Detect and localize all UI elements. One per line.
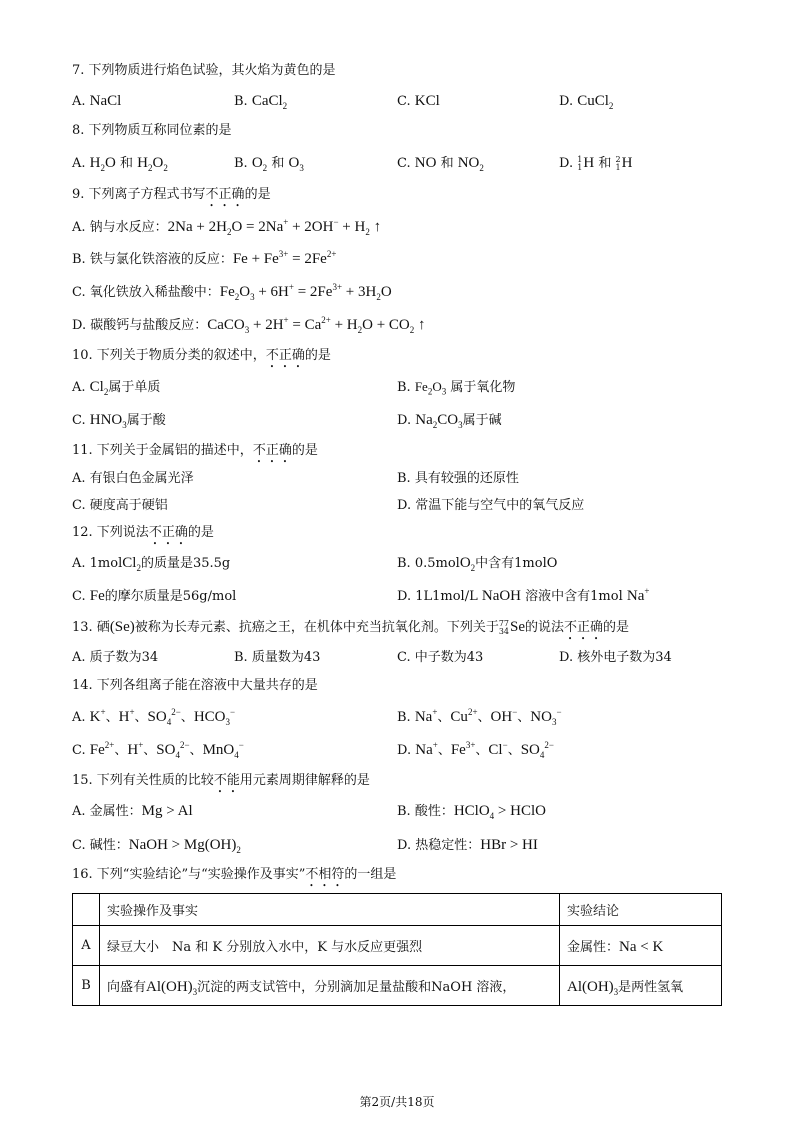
q11-option-b: B. 具有较强的还原性: [397, 471, 519, 486]
q15-option-a: A. 金属性：Mg > Al: [72, 803, 193, 819]
q14-option-d: D. Na+、$Fe^{3+}$、Cl−、$SO_4^{2-}$: [397, 740, 554, 760]
q13-option-b: B. 质量数为43: [234, 650, 321, 665]
q12-option-a: A. 1molCl$_2$的质量是35.5g: [72, 555, 231, 573]
q16-table: [72, 893, 722, 1006]
q16-stem: 16. 下列“实验结论”与“实验操作及事实”不相符的一组是: [72, 867, 397, 882]
q9-option-c: C. 氧化铁放入稀盐酸中：$Fe_2O_3 + 6H^+ = 2Fe^{3+} + 3H_2O$: [72, 282, 392, 302]
q9-option-b: B. 铁与氯化铁溶液的反应：$Fe + Fe^{3+} = 2Fe^{2+}$: [72, 249, 337, 267]
table-row: [73, 966, 722, 1006]
q8-option-d: D. 1 1 H 和 2 1 H: [559, 154, 633, 172]
table-header-row: [73, 894, 722, 926]
q8-option-c: C. NO 和 $NO_2$: [397, 155, 484, 173]
row-label: A: [73, 926, 100, 966]
q8-stem: 8. 下列物质互称同位素的是: [72, 123, 232, 138]
q12-option-b: B. 0.5molO$_2$中含有1molO: [397, 555, 558, 573]
q10-option-c: C. $HNO_3$属于酸: [72, 412, 166, 430]
q7-option-d: D. CuCl$_2$: [559, 93, 614, 111]
table-header-conclusion: 实验结论: [560, 894, 722, 926]
q9-option-a: A. 钠与水反应：$2Na + 2H_2O = 2Na^+ + 2OH^- + H_2$ ↑: [72, 217, 382, 237]
q7-option-a: A. NaCl: [72, 93, 122, 109]
q13-option-a: A. 质子数为34: [72, 650, 159, 665]
q15-option-c: C. 碱性：NaOH > $Mg(OH)_2$: [72, 837, 241, 855]
q10-option-d: D. $Na_2CO_3$属于碱: [397, 412, 502, 430]
row-conclusion: 金属性：Na < K: [560, 926, 722, 966]
q14-option-a: A. K+、H+、$SO_4^{2-}$、$HCO_3^-$: [72, 707, 236, 727]
q15-option-b: B. 酸性：HClO$_4$ > HClO: [397, 803, 546, 821]
q12-stem: 12. 下列说法不正确的是: [72, 525, 214, 540]
q8-option-b: B. $O_2$ 和 $O_3$: [234, 155, 304, 173]
q7-stem: 7. 下列物质进行焰色试验，其火焰为黄色的是: [72, 63, 336, 78]
row-operation: 向盛有$Al(OH)_3$沉淀的两支试管中，分别滴加足量盐酸和NaOH 溶液，: [100, 966, 560, 1006]
q12-option-c: C. Fe的摩尔质量是56g/mol: [72, 588, 237, 604]
q10-option-b: B. $Fe_2O_3$ 属于氧化物: [397, 379, 516, 397]
q11-option-a: A. 有银白色金属光泽: [72, 471, 194, 486]
q10-stem: 10. 下列关于物质分类的叙述中，不正确的是: [72, 348, 331, 363]
q12-option-d: D. 1L1mol/L NaOH 溶液中含有1mol Na+: [397, 586, 650, 604]
q14-option-c: C. $Fe^{2+}$、H+、$SO_4^{2-}$、MnO$_4$−: [72, 740, 244, 760]
q13-option-d: D. 核外电子数为34: [559, 650, 672, 665]
q7-option-b: B. CaCl$_2$: [234, 93, 288, 111]
row-operation: 绿豆大小 Na 和 K 分别放入水中，K 与水反应更强烈: [100, 926, 560, 966]
q15-stem: 15. 下列有关性质的比较不能用元素周期律解释的是: [72, 773, 370, 788]
q11-stem: 11. 下列关于金属铝的描述中，不正确的是: [72, 443, 318, 458]
q8-option-a: A. $H_2O$ 和 $H_2O_2$: [72, 155, 168, 173]
q9-stem: 9. 下列离子方程式书写不正确的是: [72, 187, 271, 202]
q13-option-c: C. 中子数为43: [397, 650, 484, 665]
q14-option-b: B. Na+、$Cu^{2+}$、OH−、$NO_3^-$: [397, 707, 562, 727]
q13-stem: 13. 硒(Se)被称为长寿元素、抗癌之王，在机体中充当抗氧化剂。下列关于 77 34 Se的说法不正确的是: [72, 618, 630, 636]
page-footer: 第2页/共18页: [359, 1095, 435, 1109]
q15-option-d: D. 热稳定性：HBr > HI: [397, 837, 538, 853]
table-cell: [73, 894, 100, 926]
table-header-operation: 实验操作及事实: [100, 894, 560, 926]
q11-option-d: D. 常温下能与空气中的氧气反应: [397, 498, 585, 513]
q11-option-c: C. 硬度高于硬铝: [72, 498, 168, 513]
q9-option-d: D. 碳酸钙与盐酸反应：CaCO$_3$ + $2H^+ = Ca^{2+} + H_2O + CO_2$ ↑: [72, 315, 426, 335]
row-conclusion: $Al(OH)_3$是两性氢氧: [560, 966, 722, 1006]
q14-stem: 14. 下列各组离子能在溶液中大量共存的是: [72, 678, 318, 693]
q10-option-a: A. $Cl_2$属于单质: [72, 379, 161, 397]
q7-option-c: C. KCl: [397, 93, 440, 109]
row-label: B: [73, 966, 100, 1006]
table-row: [73, 926, 722, 966]
